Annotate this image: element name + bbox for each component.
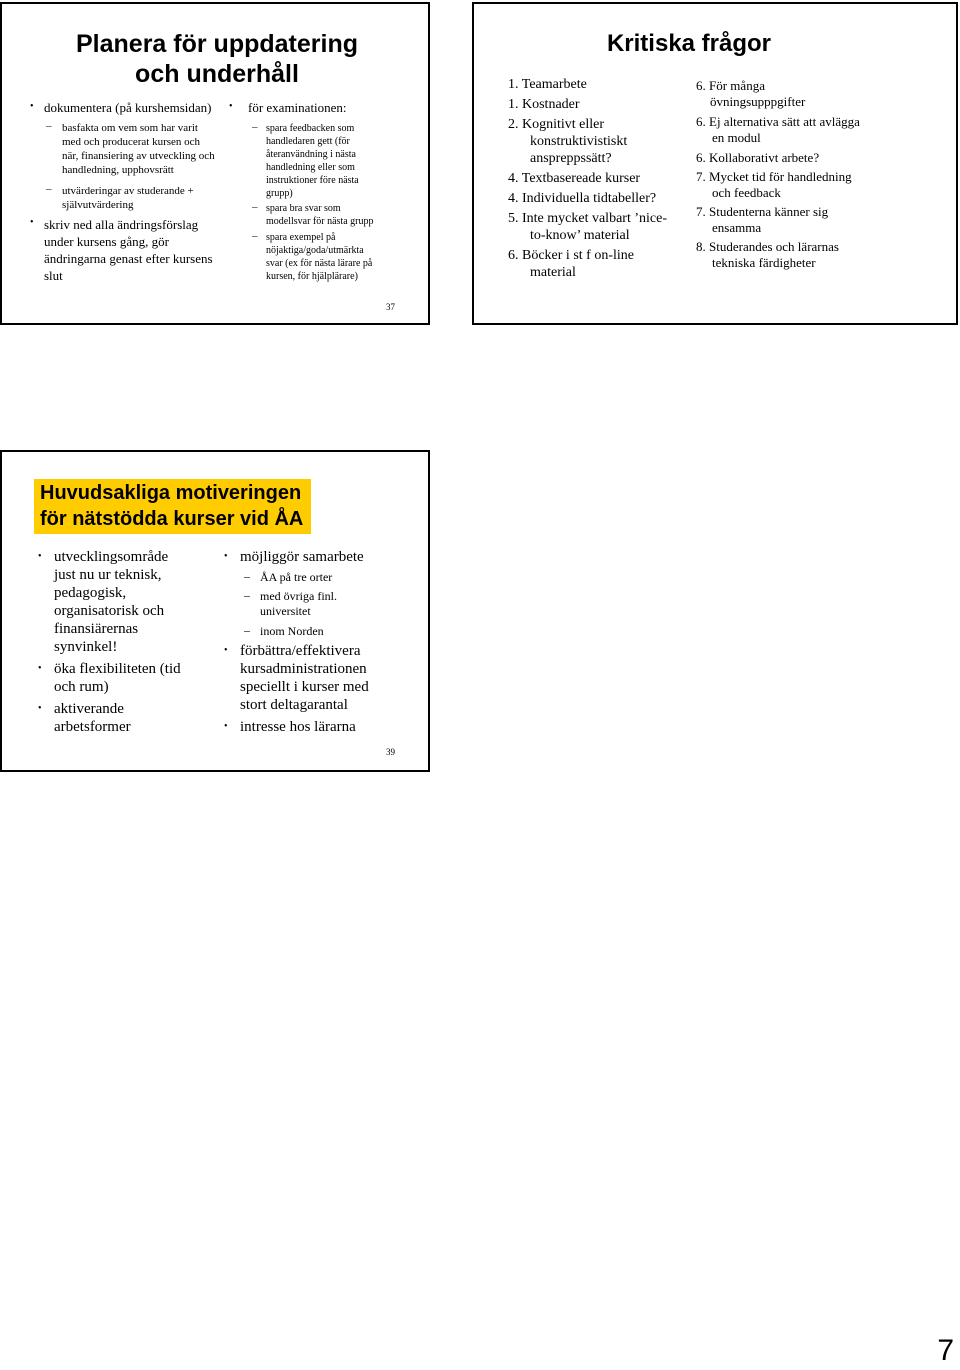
sub-bullet-item: spara bra svar som modellsvar för nästa grupp <box>266 203 374 227</box>
list-item: 6. Kollaborativt arbete? <box>696 150 820 165</box>
slide-title <box>34 479 311 534</box>
slide-title: Kritiska frågor <box>606 30 772 57</box>
bullet-icon: • <box>30 217 34 228</box>
sub-bullet-item: spara exempel på nöjaktiga/goda/utmärkta svar (ex för nästa lärare på kursen, för hjälplärare) <box>266 232 373 282</box>
dash-icon: – <box>252 121 258 133</box>
sub-bullet-item: med övriga finl. universitet <box>260 589 337 618</box>
bullet-item: dokumentera (på kurshemsidan) <box>44 100 212 115</box>
list-item: 7. Mycket tid för handledning och feedback <box>696 169 852 200</box>
title-highlight: Huvudsakliga motiveringen för nätstödda kurser vid ÅA <box>34 479 311 534</box>
bullet-icon: • <box>30 101 34 112</box>
sub-bullet-item: utvärderingar av studerande + självutvärdering <box>62 185 194 211</box>
bullet-icon: • <box>229 101 233 112</box>
bullet-icon: • <box>224 645 228 656</box>
bullet-icon: • <box>38 703 42 714</box>
slide-37 <box>0 2 430 325</box>
bullet-icon: • <box>224 721 228 732</box>
page-number: 39 <box>386 747 395 757</box>
bullet-icon: • <box>38 551 42 562</box>
numbered-list-left <box>508 76 708 281</box>
bullet-item: möjliggör samarbete <box>240 549 364 565</box>
bullet-icon: • <box>224 551 228 562</box>
list-item: 2. Kognitivt eller konstruktivistiskt anspreppssätt? <box>508 117 628 166</box>
bullet-item: utvecklingsområde just nu ur teknisk, pedagogisk, organisatorisk och finansiärernas synvinkel! <box>54 549 169 655</box>
list-item: 7. Studenterna känner sig ensamma <box>696 204 829 235</box>
list-item: 1. Teamarbete <box>508 77 587 92</box>
list-item: 6. För många övningsupppgifter <box>696 78 806 109</box>
bullet-item: intresse hos lärarna <box>240 719 356 735</box>
list-item: 5. Inte mycket valbart ’nice- to-know’ material <box>508 211 667 243</box>
bullet-item: förbättra/effektivera kursadministrationen speciellt i kurser med stort deltagarantal <box>240 643 369 713</box>
list-item: 6. Ej alternativa sätt att avlägga en modul <box>696 114 860 145</box>
dash-icon: – <box>46 120 52 132</box>
dash-icon: – <box>252 201 258 213</box>
sub-bullet-item: ÅA på tre orter <box>260 570 333 584</box>
list-item: 4. Textbasereade kurser <box>508 171 641 186</box>
bullet-item: för examinationen: <box>248 100 347 115</box>
slide-title: Planera för uppdatering och underhåll <box>76 30 358 88</box>
bullet-icon: • <box>38 663 42 674</box>
dash-icon: – <box>252 230 258 242</box>
sub-bullet-item: basfakta om vem som har varit med och producerat kursen och när, finansiering av utveckling och handledning, upphovsrätt <box>62 122 215 176</box>
numbered-list-right <box>696 78 916 271</box>
sheet-page-number: 7 <box>937 1334 954 1367</box>
slide-kritiska-fragor <box>472 2 958 325</box>
bullet-item: aktiverande arbetsformer <box>54 701 131 735</box>
page-number: 37 <box>386 302 395 312</box>
bullet-item: skriv ned alla ändringsförslag under kursens gång, gör ändringarna genast efter kursens slut <box>44 217 213 283</box>
list-item: 4. Individuella tidtabeller? <box>508 191 657 206</box>
list-item: 1. Kostnader <box>508 97 580 112</box>
sub-bullet-item: inom Norden <box>260 624 324 638</box>
list-item: 6. Böcker i st f on-line material <box>508 248 634 280</box>
sub-bullet-item: spara feedbacken som handledaren gett (för återanvändning i nästa handledning eller som instruktioner före nästa grupp) <box>266 123 359 199</box>
list-item: 8. Studerandes och lärarnas tekniska färdigheter <box>696 239 839 270</box>
slide-39 <box>0 450 430 772</box>
dash-icon: – <box>244 588 250 602</box>
bullet-item: öka flexibiliteten (tid och rum) <box>54 661 181 695</box>
dash-icon: – <box>244 569 250 583</box>
dash-icon: – <box>46 183 52 195</box>
dash-icon: – <box>244 623 250 637</box>
